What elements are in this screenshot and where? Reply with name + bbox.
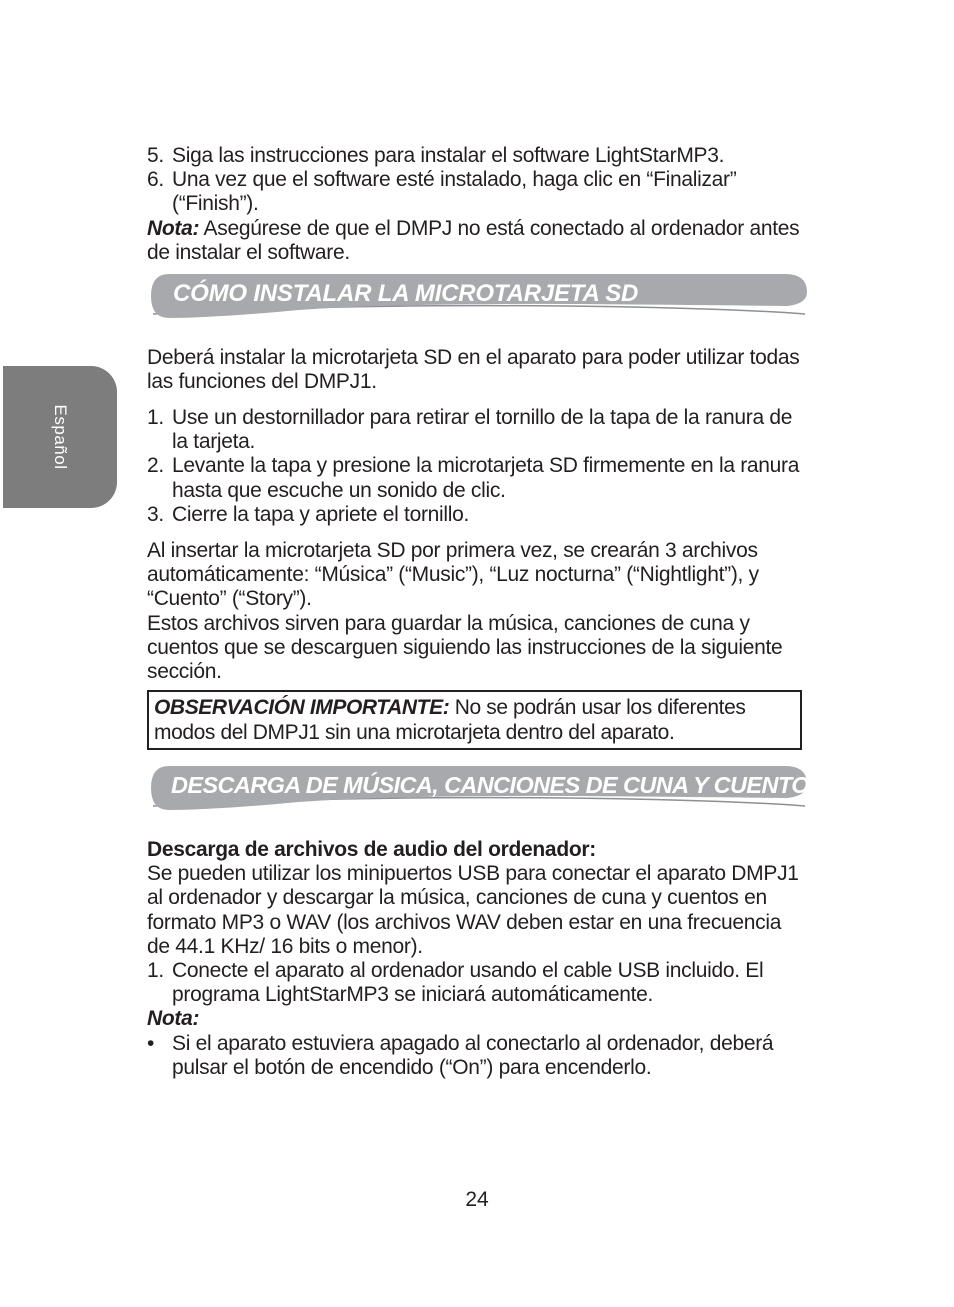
page-number: 24 <box>465 1188 489 1211</box>
intro-step-5 <box>147 144 807 168</box>
folders-paragraph: Al insertar la microtarjeta SD por primera vez, se crearán 3 archivos automáticamente: “Música” (“Music”), “Luz nocturna” (“Nightlight”), y “Cuento” (“Story”). <box>147 539 759 611</box>
sd-card-folders <box>147 539 807 684</box>
sd-step-2 <box>147 454 807 502</box>
sd-card-steps <box>147 406 807 527</box>
step-text: Levante la tapa y presione la microtarjeta SD firmemente en la ranura hasta que escuche un sonido de clic. <box>172 454 800 502</box>
section-banner-sd-card <box>147 274 809 324</box>
bullet-text: Si el aparato estuviera apagado al conectarlo al ordenador, deberá pulsar el botón de encendido (“On”) para encenderlo. <box>172 1031 774 1079</box>
note-label: Nota: <box>147 216 200 240</box>
important-label: OBSERVACIÓN IMPORTANTE: <box>154 696 450 719</box>
download-subheading: Descarga de archivos de audio del ordenador: <box>147 838 596 861</box>
download-bullet <box>147 1032 807 1080</box>
bullet-mark: • <box>147 1031 155 1055</box>
download-paragraph: Se pueden utilizar los minipuertos USB para conectar el aparato DMPJ1 al ordenador y descargar la música, canciones de cuna y cuentos en formato MP3 o WAV (los archivos WAV deben estar en una frecuencia de 44.1 KHz/ 16 bits o menor). <box>147 862 799 958</box>
section-title: CÓMO INSTALAR LA MICROTARJETA SD <box>173 280 639 307</box>
step-number: 1. <box>147 406 164 429</box>
section-banner-download <box>147 766 824 816</box>
sd-step-3 <box>147 503 807 527</box>
sd-card-intro-text: Deberá instalar la microtarjeta SD en el aparato para poder utilizar todas las funciones del DMPJ1. <box>147 346 800 394</box>
sd-card-intro <box>147 346 807 394</box>
section-title: DESCARGA DE MÚSICA, CANCIONES DE CUNA Y CUENTOS <box>171 772 824 798</box>
step-number: 5. <box>147 144 164 167</box>
step-number: 3. <box>147 502 164 526</box>
step-number: 2. <box>147 454 164 478</box>
step-text: Conecte el aparato al ordenador usando el cable USB incluido. El programa LightStarMP3 se iniciará automáticamente. <box>172 959 764 1007</box>
intro-section <box>147 144 807 265</box>
download-section <box>147 838 807 1080</box>
step-text: Use un destornillador para retirar el tornillo de la tapa de la ranura de la tarjeta. <box>172 406 793 454</box>
important-text: No se podrán usar los diferentes modos del DMPJ1 sin una microtarjeta dentro del aparato. <box>154 696 746 744</box>
step-number: 1. <box>147 959 164 983</box>
step-text: Cierre la tapa y apriete el tornillo. <box>172 502 470 526</box>
note-text: Asegúrese de que el DMPJ no está conectado al ordenador antes de instalar el software. <box>147 216 800 264</box>
sd-step-1 <box>147 406 807 454</box>
step-number: 6. <box>147 168 164 192</box>
step-text: Siga las instrucciones para instalar el software LightStarMP3. <box>172 144 725 167</box>
download-step-1 <box>147 959 807 1007</box>
intro-note <box>147 217 807 265</box>
intro-step-6 <box>147 168 807 216</box>
folders-usage-paragraph: Estos archivos sirven para guardar la música, canciones de cuna y cuentos que se descarguen siguiendo las instrucciones de la siguiente sección. <box>147 611 783 684</box>
step-text: Una vez que el software esté instalado, haga clic en “Finalizar” (“Finish”). <box>172 168 737 216</box>
download-note-label: Nota: <box>147 1007 200 1031</box>
important-note-box <box>147 690 802 750</box>
language-tab-label: Español <box>51 404 70 470</box>
